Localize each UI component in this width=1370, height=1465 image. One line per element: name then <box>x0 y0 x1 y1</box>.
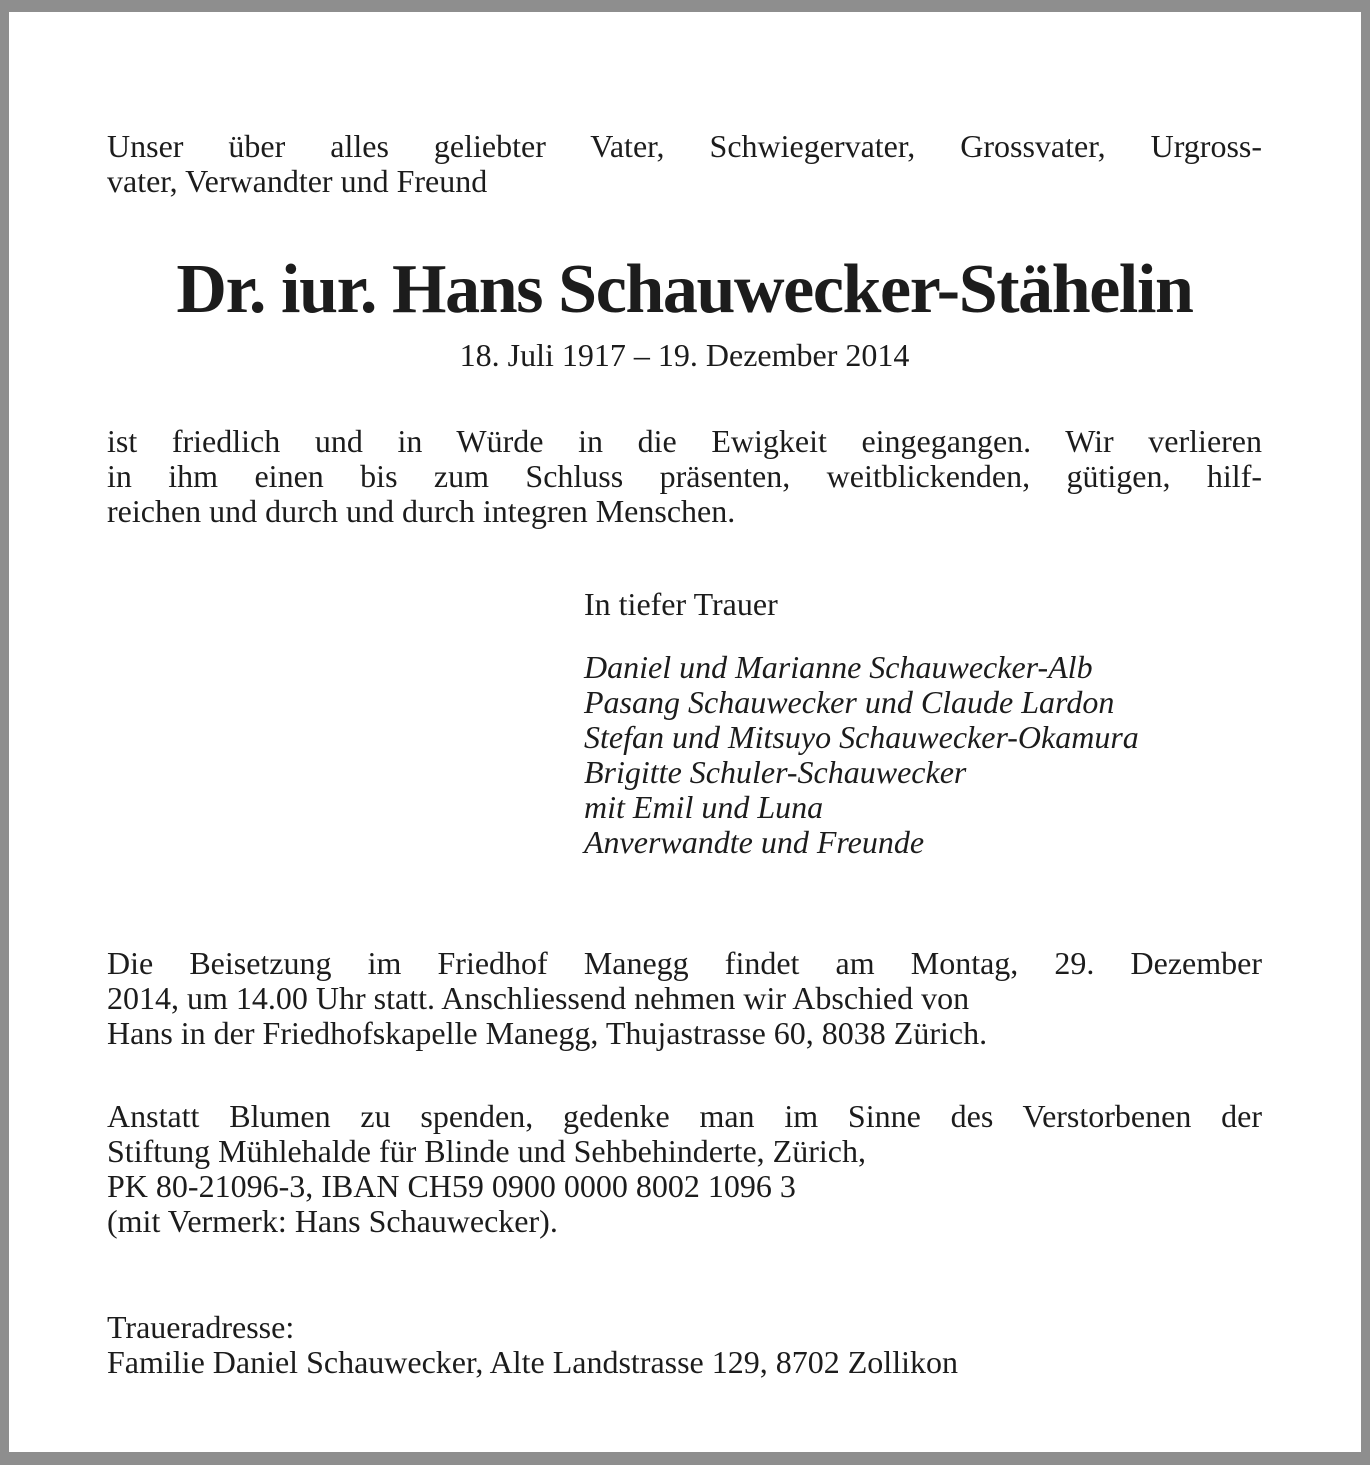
address-value: Familie Daniel Schauwecker, Alte Landstrasse 129, 8702 Zollikon <box>107 1344 958 1380</box>
funeral-line: Hans in der Friedhofskapelle Manegg, Thujastrasse 60, 8038 Zürich. <box>107 1015 988 1051</box>
mourner-entry: Stefan und Mitsuyo Schauwecker-Okamura <box>584 719 1139 755</box>
intro-line: vater, Verwandter und Freund <box>107 163 488 199</box>
donation-paragraph <box>107 1099 1262 1239</box>
life-dates: 18. Juli 1917 – 19. Dezember 2014 <box>459 337 910 373</box>
mourner-entry: mit Emil und Luna <box>584 789 824 825</box>
funeral-paragraph <box>107 946 1262 1051</box>
address-label: Traueradresse: <box>107 1309 295 1345</box>
mourners-list <box>584 650 1139 860</box>
mourning-address <box>107 1310 958 1380</box>
mourning-heading: In tiefer Trauer <box>584 586 778 622</box>
mourner-entry: Pasang Schauwecker und Claude Lardon <box>584 684 1115 720</box>
funeral-line: Die Beisetzung im Friedhof Manegg findet am Montag, 29. Dezember <box>107 945 1262 981</box>
intro-paragraph <box>107 129 1262 199</box>
passing-line: ist friedlich und in Würde in die Ewigkeit eingegangen. Wir verlieren <box>107 423 1262 459</box>
donation-line: PK 80-21096-3, IBAN CH59 0900 0000 8002 1096 3 <box>107 1168 796 1204</box>
mourner-entry: Brigitte Schuler-Schauwecker <box>584 754 967 790</box>
mourner-entry: Daniel und Marianne Schauwecker-Alb <box>584 649 1093 685</box>
donation-line: (mit Vermerk: Hans Schauwecker). <box>107 1203 558 1239</box>
donation-line: Anstatt Blumen zu spenden, gedenke man im Sinne des Verstorbenen der <box>107 1098 1262 1134</box>
donation-line: Stiftung Mühlehalde für Blinde und Sehbehinderte, Zürich, <box>107 1133 866 1169</box>
passing-paragraph <box>107 424 1262 529</box>
deceased-name: Dr. iur. Hans Schauwecker-Stähelin <box>176 251 1193 328</box>
mourner-entry: Anverwandte und Freunde <box>584 824 925 860</box>
passing-line: in ihm einen bis zum Schluss präsenten, weitblickenden, gütigen, hilf- <box>107 458 1262 494</box>
passing-line: reichen und durch und durch integren Menschen. <box>107 493 736 529</box>
obituary-page <box>9 12 1361 1452</box>
intro-line: Unser über alles geliebter Vater, Schwiegervater, Grossvater, Urgross- <box>107 128 1262 164</box>
funeral-line: 2014, um 14.00 Uhr statt. Anschliessend nehmen wir Abschied von <box>107 980 970 1016</box>
